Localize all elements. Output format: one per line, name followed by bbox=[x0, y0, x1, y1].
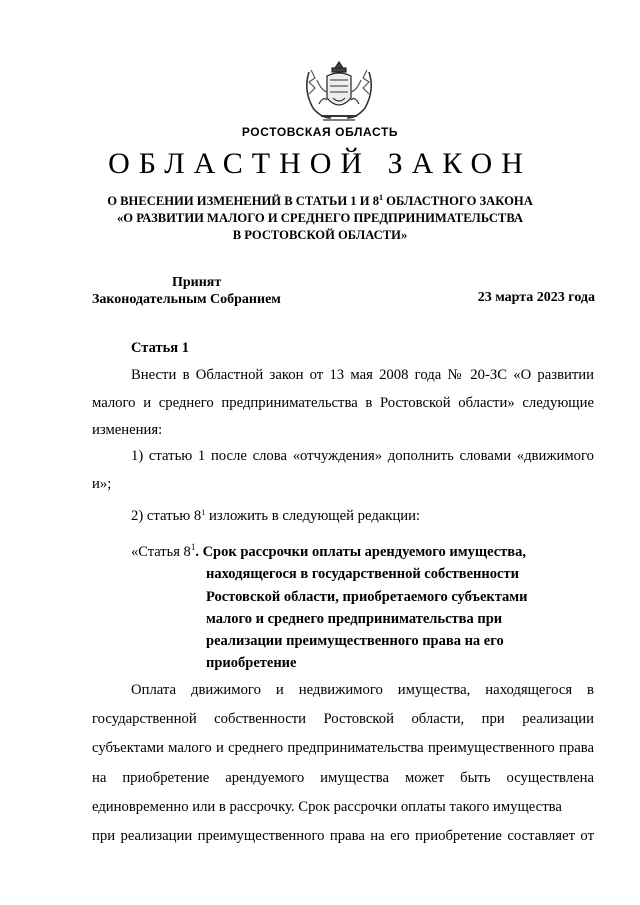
article-intro: Внести в Областной закон от 13 мая 2008 года № 20-ЗС «О развитии малого и среднего предпринимательства в Ростовской области» следующие изменения: bbox=[92, 367, 594, 438]
quoted-article-line-4: малого и среднего предпринимательства при bbox=[206, 610, 503, 627]
quoted-article-line-1: «Статья $8^1$. Срок рассрочки оплаты арендуемого имущества, bbox=[131, 542, 526, 560]
quoted-article-line-3: Ростовской области, приобретаемого субъектами bbox=[206, 588, 528, 605]
adoption-date: 23 марта 2023 года bbox=[477, 290, 595, 305]
quoted-article-heading bbox=[131, 541, 528, 675]
adoption-block bbox=[92, 274, 281, 308]
subtitle-line-1: О ВНЕСЕНИИ ИЗМЕНЕНИЙ В СТАТЬИ 1 И $8^1$ ОБЛАСТНОГО ЗАКОНА bbox=[107, 193, 533, 208]
amendment-item-2: 2) статью $8^1$ изложить в следующей редакции: bbox=[131, 508, 421, 524]
article-heading: Статья 1 bbox=[131, 340, 189, 356]
quoted-article-line-2: находящегося в государственной собственности bbox=[206, 566, 519, 583]
body-paragraph: Оплата движимого и недвижимого имущества, находящегося в государственной собственности Ростовской области, при реализации субъектами малого и среднего предпринимательства преимущественного права на приобретение арендуемого имущества может быть осуществлена единовременно или в рассрочку. Срок рассрочки оплаты такого имущества bbox=[92, 682, 594, 815]
document-subtitle bbox=[0, 193, 640, 244]
adoption-accepted: Принят bbox=[172, 275, 222, 290]
coat-of-arms-emblem bbox=[299, 58, 379, 126]
document-title: ОБЛАСТНОЙ ЗАКОН bbox=[108, 147, 532, 180]
quoted-article-line-6: приобретение bbox=[206, 655, 297, 672]
subtitle-line-3: В РОСТОВСКОЙ ОБЛАСТИ» bbox=[232, 228, 408, 242]
subtitle-line-2: «О РАЗВИТИИ МАЛОГО И СРЕДНЕГО ПРЕДПРИНИМАТЕЛЬСТВА bbox=[116, 211, 524, 225]
body-last-line: при реализации преимущественного права на его приобретение составляет от bbox=[92, 828, 594, 845]
region-name: РОСТОВСКАЯ ОБЛАСТЬ bbox=[241, 125, 399, 139]
amendment-item-1: 1) статью 1 после слова «отчуждения» дополнить словами «движимого и»; bbox=[92, 448, 594, 492]
quoted-article-body bbox=[92, 676, 594, 851]
quoted-article-line-5: реализации преимущественного права на его bbox=[206, 633, 504, 650]
adoption-body: Законодательным Собранием bbox=[92, 292, 281, 307]
